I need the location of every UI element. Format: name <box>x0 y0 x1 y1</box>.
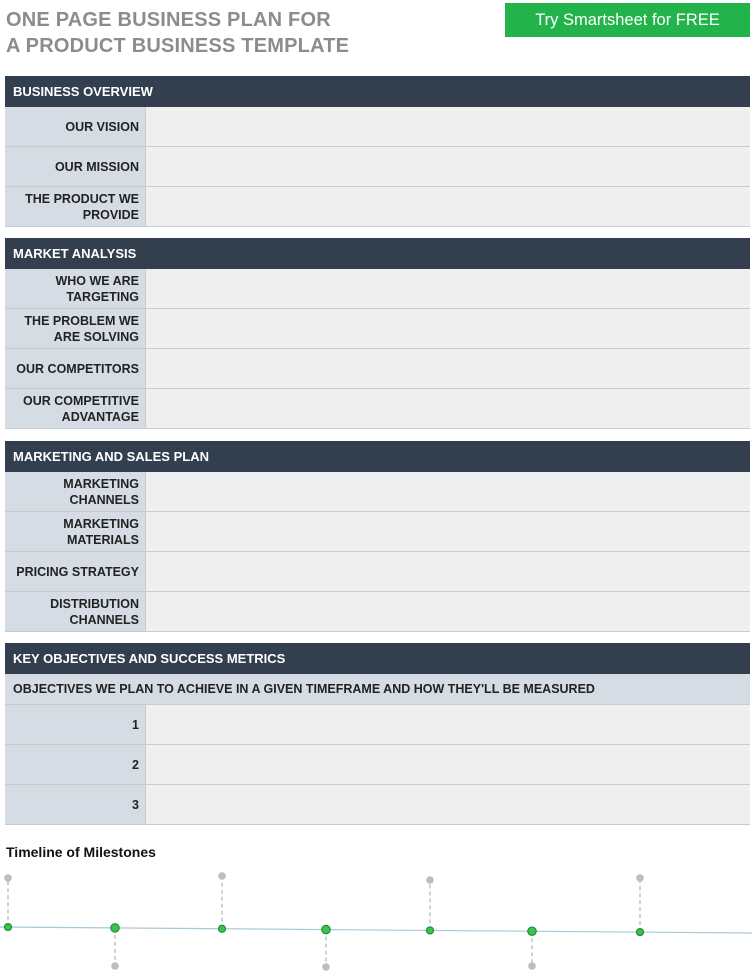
milestone-end-dot <box>322 963 330 971</box>
row-label: PRICING STRATEGY <box>5 552 146 591</box>
milestone-end-dot <box>4 874 12 882</box>
page-title <box>6 7 349 59</box>
milestone-dot[interactable] <box>219 925 226 932</box>
marketing-materials-field[interactable] <box>146 512 750 551</box>
page-title-line-1: ONE PAGE BUSINESS PLAN FOR <box>6 9 331 31</box>
competitive-advantage-field[interactable] <box>146 389 750 428</box>
objective-number: 3 <box>5 785 146 824</box>
milestone-end-dot <box>528 962 536 970</box>
key-objectives-section <box>5 643 750 825</box>
competitors-field[interactable] <box>146 349 750 388</box>
objective-row <box>5 745 750 785</box>
row-label: OUR COMPETITIVE ADVANTAGE <box>5 389 146 428</box>
form-row <box>5 389 750 429</box>
milestone-dot[interactable] <box>528 927 536 935</box>
row-label: THE PRODUCT WE PROVIDE <box>5 187 146 226</box>
row-label: OUR MISSION <box>5 147 146 186</box>
objective-2-field[interactable] <box>146 745 750 784</box>
problem-field[interactable] <box>146 309 750 348</box>
milestone-end-dot <box>111 962 119 970</box>
milestone-dot[interactable] <box>637 929 644 936</box>
page-title-line-2: A PRODUCT BUSINESS TEMPLATE <box>6 35 350 57</box>
row-label: MARKETING MATERIALS <box>5 512 146 551</box>
form-row <box>5 592 750 632</box>
marketing-channels-field[interactable] <box>146 472 750 511</box>
vision-field[interactable] <box>146 107 750 146</box>
milestone-dot[interactable] <box>111 924 119 932</box>
section-header: MARKETING AND SALES PLAN <box>5 441 750 472</box>
section-header: BUSINESS OVERVIEW <box>5 76 750 107</box>
mission-field[interactable] <box>146 147 750 186</box>
objective-1-field[interactable] <box>146 705 750 744</box>
timeline-title: Timeline of Milestones <box>6 844 156 860</box>
form-row <box>5 107 750 147</box>
milestone-end-dot <box>218 872 226 880</box>
form-row <box>5 552 750 592</box>
form-row <box>5 187 750 227</box>
pricing-strategy-field[interactable] <box>146 552 750 591</box>
marketing-sales-section <box>5 441 750 632</box>
milestone-dot[interactable] <box>5 924 12 931</box>
row-label: OUR COMPETITORS <box>5 349 146 388</box>
row-label: MARKETING CHANNELS <box>5 472 146 511</box>
row-label: DISTRIBUTION CHANNELS <box>5 592 146 631</box>
timeline-graphic <box>0 860 752 975</box>
row-label: THE PROBLEM WE ARE SOLVING <box>5 309 146 348</box>
market-analysis-section <box>5 238 750 429</box>
distribution-channels-field[interactable] <box>146 592 750 631</box>
form-row <box>5 512 750 552</box>
targeting-field[interactable] <box>146 269 750 308</box>
form-row <box>5 147 750 187</box>
milestone-dot[interactable] <box>427 927 434 934</box>
form-row <box>5 309 750 349</box>
row-label: WHO WE ARE TARGETING <box>5 269 146 308</box>
business-overview-section <box>5 76 750 227</box>
form-row <box>5 349 750 389</box>
objective-3-field[interactable] <box>146 785 750 824</box>
form-row <box>5 472 750 512</box>
objectives-subheader: OBJECTIVES WE PLAN TO ACHIEVE IN A GIVEN TIMEFRAME AND HOW THEY'LL BE MEASURED <box>5 674 750 705</box>
milestone-end-dot <box>636 874 644 882</box>
product-field[interactable] <box>146 187 750 226</box>
objective-row <box>5 785 750 825</box>
milestone-dot[interactable] <box>322 925 330 933</box>
row-label: OUR VISION <box>5 107 146 146</box>
objective-number: 1 <box>5 705 146 744</box>
section-header: KEY OBJECTIVES AND SUCCESS METRICS <box>5 643 750 674</box>
objective-row <box>5 705 750 745</box>
try-smartsheet-button[interactable]: Try Smartsheet for FREE <box>505 3 750 37</box>
milestone-end-dot <box>426 876 434 884</box>
objective-number: 2 <box>5 745 146 784</box>
form-row <box>5 269 750 309</box>
section-header: MARKET ANALYSIS <box>5 238 750 269</box>
